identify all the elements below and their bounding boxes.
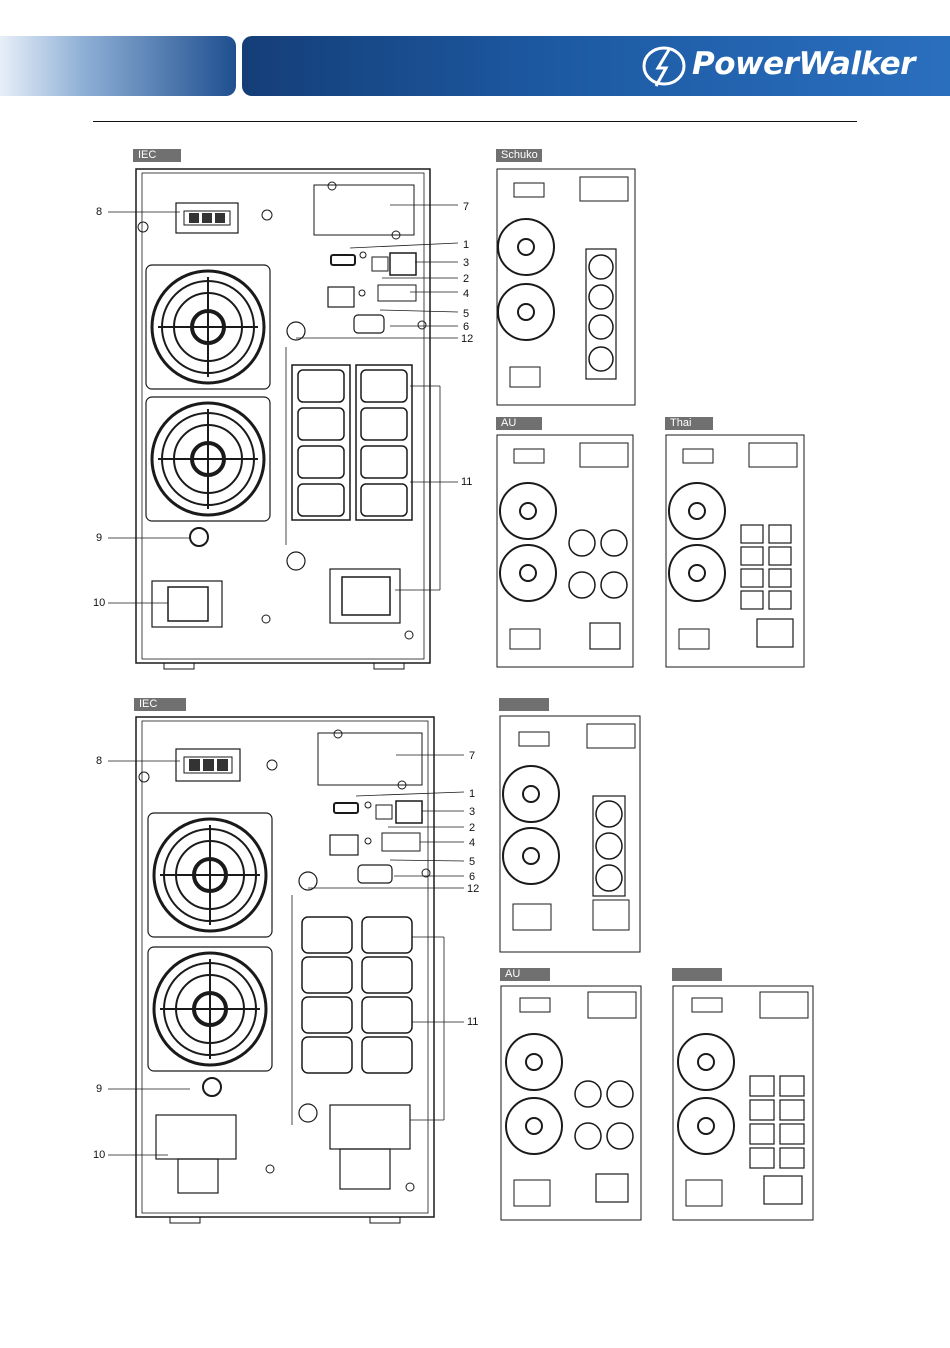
callout-11-top: 11 <box>461 476 473 488</box>
callout-1-top: 1 <box>463 239 470 251</box>
callout-12-bottom: 12 <box>467 883 480 895</box>
callout-2-top: 2 <box>463 273 470 285</box>
callout-8-bottom: 8 <box>96 755 103 767</box>
callout-1-bottom: 1 <box>469 788 476 800</box>
callout-4-top: 4 <box>463 288 470 300</box>
callout-6-bottom: 6 <box>469 871 476 883</box>
variant-label-schuko: Schuko <box>496 149 542 162</box>
ups-rear-panel-variant-b2 <box>672 984 816 1224</box>
callout-4-bottom: 4 <box>469 837 476 849</box>
callout-3-top: 3 <box>463 257 470 269</box>
ups-rear-panel-au-bottom <box>500 984 644 1224</box>
callout-7-bottom: 7 <box>469 750 476 762</box>
variant-label-thai: Thai <box>665 417 713 430</box>
callout-5-top: 5 <box>463 308 470 320</box>
callout-11-bottom: 11 <box>467 1016 479 1028</box>
callout-5-bottom: 5 <box>469 856 476 868</box>
callout-10-top: 10 <box>93 597 106 609</box>
callout-8-top: 8 <box>96 206 103 218</box>
variant-label-au-bottom: AU <box>500 968 550 981</box>
variant-label-iec-bottom: IEC <box>134 698 186 711</box>
callout-7-top: 7 <box>463 201 470 213</box>
variant-label-au-top: AU <box>496 417 542 430</box>
callout-6-top: 6 <box>463 321 470 333</box>
callout-9-bottom: 9 <box>96 1083 103 1095</box>
callout-9-top: 9 <box>96 532 103 544</box>
ups-rear-panel-variant-b1 <box>499 714 643 954</box>
callout-10-bottom: 10 <box>93 1149 106 1161</box>
callout-3-bottom: 3 <box>469 806 476 818</box>
variant-label-iec-top: IEC <box>133 149 181 162</box>
callout-2-bottom: 2 <box>469 822 476 834</box>
brand-name: PowerWalker <box>692 46 915 82</box>
callout-12-top: 12 <box>461 333 474 345</box>
